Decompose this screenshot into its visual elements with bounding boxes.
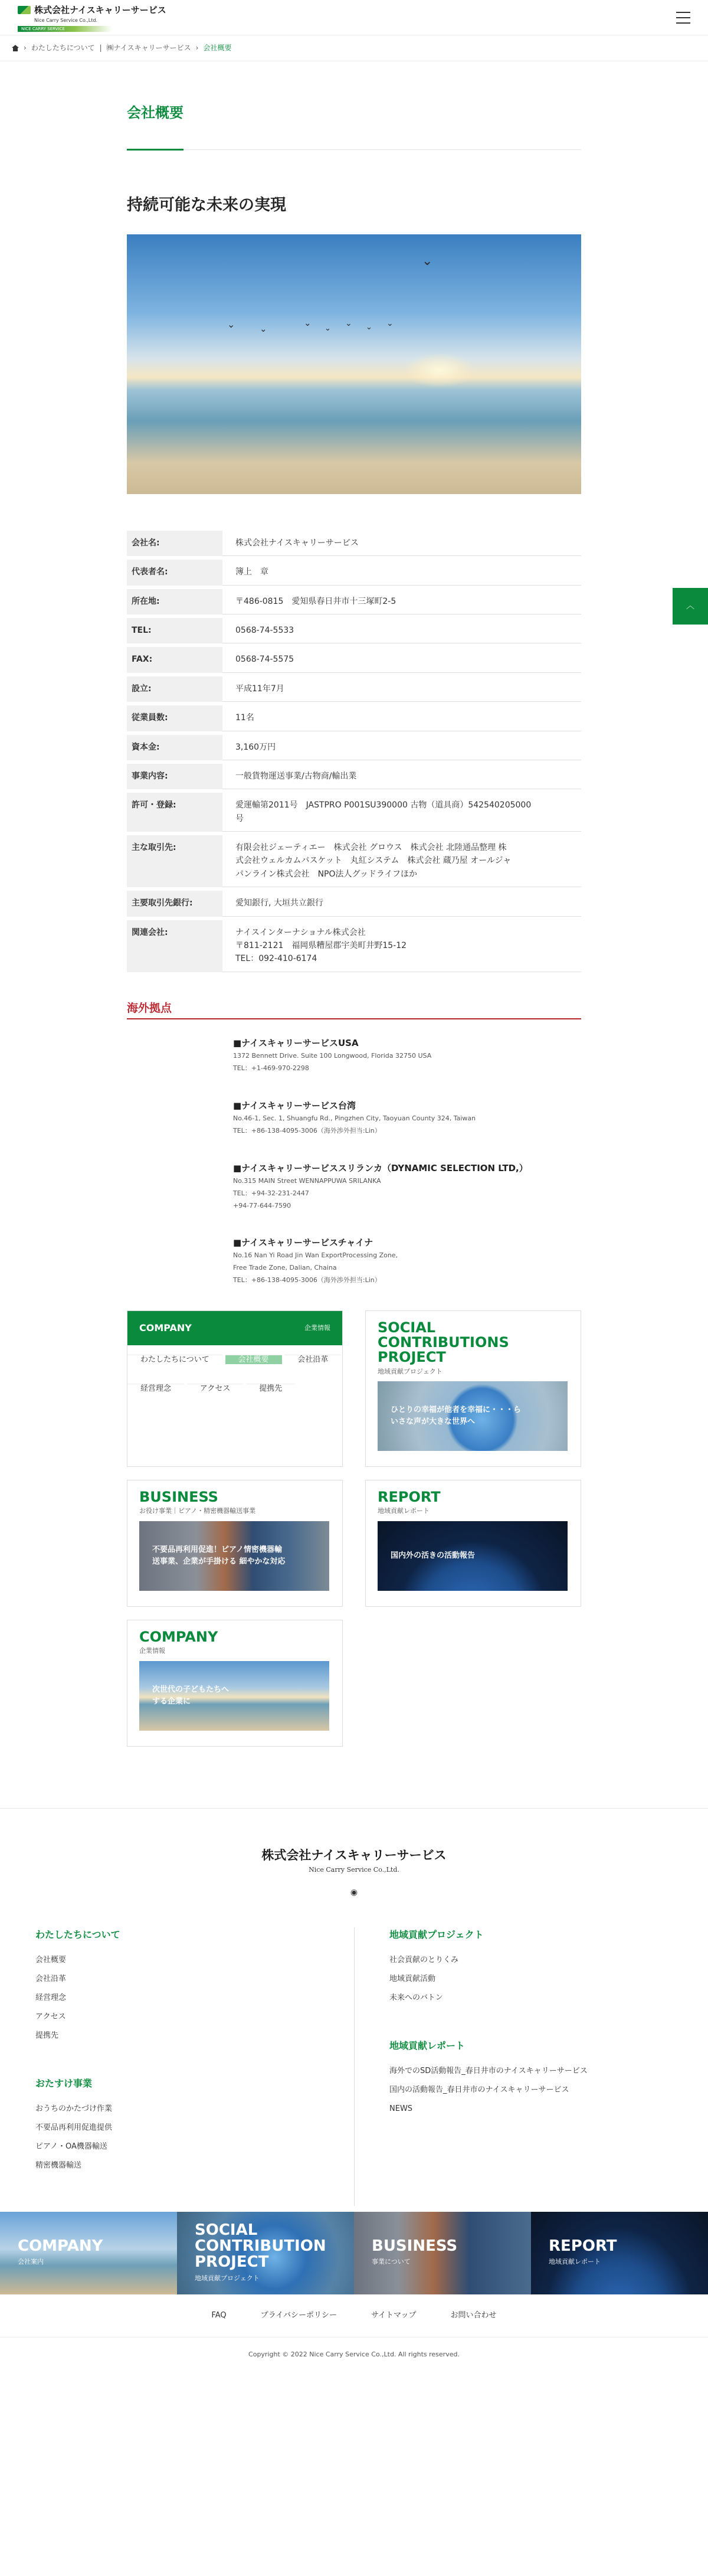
footer-logo-en: Nice Carry Service Co.,Ltd. [309,1866,399,1874]
card-overlay-text: ひとりの幸福が他者を幸福に・・・ら いさな声が大きな世界へ [391,1405,522,1427]
card-overlay-text: 次世代の子どもたちへ する企業に [152,1685,230,1706]
info-value-line: 号 [235,813,244,823]
office-detail: No.16 Nan Yi Road Jin Wan ExportProcessing Zone, [233,1251,398,1260]
footer-logo[interactable] [0,1809,708,1875]
overseas-office [233,1099,581,1137]
footer-group-title[interactable]: 地域貢献プロジェクト [389,1929,484,1941]
footer-banner-report[interactable] [531,2212,708,2294]
overseas-list [233,1036,581,1287]
office-name: ■ナイスキャリーサービスUSA [233,1038,359,1049]
info-row [127,647,581,672]
footer-link[interactable]: 会社概要 [35,1955,67,1964]
info-value [222,531,581,556]
footer-banner-business[interactable] [354,2212,531,2294]
info-label: 代表者名: [127,560,222,585]
info-label: 所在地: [127,589,222,614]
office-name: ■ナイスキャリーサービス台湾 [233,1100,356,1111]
info-label: 設立: [127,676,222,702]
office-name: ■ナイスキャリーサービススリランカ（DYNAMIC SELECTION LTD,） [233,1162,528,1173]
info-value [222,764,581,789]
logo-en: Nice Carry Service Co.,Ltd. [34,18,98,24]
home-icon[interactable] [12,45,19,51]
info-label: 許可・登録: [127,793,222,832]
office-detail: +94-77-644-7590 [233,1201,291,1209]
overseas-office [233,1235,581,1287]
banner-title: SOCIAL CONTRIBUTION PROJECT [195,2221,326,2271]
logo-mark-icon [18,6,31,14]
earth-image [378,1521,568,1591]
info-value-line: 愛運輸第2011号 JASTPRO P001SU390000 古物（道具商）542540205000 [235,800,532,810]
card-subtitle: 地域貢献レポート [378,1507,430,1515]
info-label: 従業員数: [127,705,222,731]
footer-group-title[interactable]: おたすけ事業 [35,2077,93,2089]
breadcrumb-item[interactable]: ㈱ナイスキャリーサービス [106,44,191,52]
footer-banner-company[interactable] [0,2212,177,2294]
overseas-office [233,1161,581,1212]
info-label: 主な取引先: [127,835,222,887]
footer-banner-row [0,2212,708,2294]
info-value-line: 株式会社ナイスキャリーサービス [235,538,359,548]
logo-main [18,3,177,17]
footer-link[interactable]: NEWS [389,2104,413,2113]
breadcrumb-item[interactable]: わたしたちについて [31,44,95,52]
company-menu-header [127,1311,342,1345]
info-value-line: TEL：092-410-6174 [235,954,317,964]
banner-title: COMPANY [18,2237,103,2255]
footer-link[interactable]: 地域貢献活動 [389,1974,436,1983]
logo-bar: NICE CARRY SERVICE [18,26,112,32]
info-row [127,891,581,916]
section-heading: 持続可能な未来の実現 [127,195,286,214]
breadcrumb-separator: › [24,44,27,52]
footer-link[interactable]: ピアノ・OA機器輸送 [35,2142,107,2151]
bird-icon: ⌄ [260,323,267,334]
globe-image [378,1381,568,1451]
report-card[interactable] [365,1480,581,1607]
info-value [222,676,581,702]
info-row [127,560,581,585]
info-value-line: 11名 [235,713,254,723]
office-detail: 1372 Bennett Drive. Suite 100 Longwood, Florida 32750 USA [233,1052,432,1060]
bird-icon: ⌄ [386,318,394,328]
breadcrumb-current: 会社概要 [203,44,232,52]
footer-link-contact[interactable]: お問い合わせ [450,2310,497,2320]
bird-icon: ⌄ [345,318,352,328]
card-overlay-text: 不要品再利用促進！ピアノ情密機器輸 送事業、企業が手掛ける 細やかな対応 [152,1545,286,1567]
overseas-title: 海外拠点 [127,999,581,1019]
info-label: 主要取引先銀行: [127,891,222,916]
info-value [222,618,581,643]
footer-link[interactable]: 社会貢献のとりくみ [389,1955,459,1964]
rss-icon[interactable]: ◉ [350,1888,358,1897]
info-row [127,793,581,832]
footer-link[interactable]: おうちのかたづけ作業 [35,2104,113,2113]
sun-glow [404,352,475,388]
company-menu-item-partners[interactable]: 提携先 [246,1384,295,1393]
footer-link[interactable]: 海外でのSD活動報告_春日井市のナイスキャリーサービス [389,2066,588,2075]
bird-icon: ⌄ [304,317,312,328]
footer-group-title[interactable]: わたしたちについて [35,1929,120,1941]
info-row [127,618,581,643]
footer-link[interactable]: 精密機器輸送 [35,2160,82,2170]
footer-col-right [354,1927,673,2205]
footer-col-left [35,1927,354,2205]
site-footer [0,1808,708,2374]
card-subtitle: 地域貢献プロジェクト [378,1367,442,1375]
company-menu-subtitle: 企業情報 [304,1324,330,1332]
info-value-line[interactable]: ナイスインターナショナル株式会社 [235,927,366,937]
footer-link[interactable]: 会社沿革 [35,1974,67,1983]
footer-link-group [35,1927,354,2045]
office-name: ■ナイスキャリーサービスチャイナ [233,1237,373,1248]
company-menu-item-access[interactable]: アクセス [187,1384,244,1393]
footer-link[interactable]: 未来へのバトン [389,1993,443,2002]
info-value [222,920,581,972]
hero-beach-image [127,234,581,494]
main-content [127,102,581,1747]
office-detail: Free Trade Zone, Dalian, Chaina [233,1264,337,1272]
info-row [127,531,581,556]
office-detail: TEL：+86-138-4095-3006（海外渉外担当:Lin） [233,1276,381,1284]
company-menu-item-about[interactable]: わたしたちについて [127,1355,222,1364]
info-value [222,835,581,887]
info-value [222,647,581,672]
banner-subtitle: 事業について [372,2258,411,2266]
info-value-line: 一般貨物運送事業/古物商/輸出業 [235,771,357,781]
site-logo[interactable] [18,3,177,32]
company-menu-item-profile[interactable]: 会社概要 [225,1355,282,1364]
info-label: 事業内容: [127,764,222,789]
info-row [127,920,581,972]
info-value-line: 3,160万円 [235,742,276,752]
footer-columns [35,1927,673,2205]
info-value-line: 愛知銀行, 大垣共立銀行 [235,898,323,908]
card-title: REPORT [378,1489,441,1506]
banner-subtitle: 地域貢献プロジェクト [195,2274,260,2282]
info-value-line: 〒486-0815 愛知県春日井市十三塚町2-5 [235,596,396,606]
company-info-table [127,527,581,976]
bird-icon: ⌄ [366,322,372,332]
office-detail: TEL：+1-469-970-2298 [233,1064,309,1073]
page-top-button[interactable]: ︿ [673,588,708,625]
nav-grid [127,1310,581,1747]
office-detail: No.315 MAIN Street WENNAPPUWA SRILANKA [233,1176,381,1185]
info-row [127,676,581,702]
footer-link-group [35,2076,354,2175]
info-value-line: 平成11年7月 [235,684,284,694]
info-row [127,735,581,760]
footer-banner-social[interactable] [177,2212,354,2294]
company-card[interactable] [127,1620,343,1747]
info-value [222,793,581,832]
footer-link-group [389,1927,673,2008]
info-row [127,589,581,614]
card-subtitle: 企業情報 [139,1647,165,1655]
info-value-line: 0568-74-5575 [235,655,294,665]
company-menu [127,1310,343,1467]
footer-link[interactable]: 提携先 [35,2031,59,2040]
page-title: 会社概要 [127,102,581,149]
info-value [222,589,581,614]
info-row [127,705,581,731]
info-value-line: 簿上 章 [235,567,268,577]
info-value-line: 有限会社ジェーティエー 株式会社 グロウス 株式会社 北陸通品整理 株 [235,843,507,853]
info-value [222,705,581,731]
info-label: 関連会社: [127,920,222,972]
card-title: COMPANY [139,1629,218,1646]
office-detail: TEL：+94-32-231-2447 [233,1189,309,1197]
bird-icon: ⌄ [227,318,235,330]
footer-link[interactable]: 不要品再利用促進提供 [35,2123,113,2132]
breadcrumb [0,35,708,61]
office-detail: No.46-1, Sec. 1, Shuangfu Rd., Pingzhen City, Taoyuan County 324, Taiwan [233,1114,476,1122]
footer-link-sitemap[interactable]: サイトマップ [371,2310,417,2320]
info-row [127,764,581,789]
office-detail: TEL：+86-138-4095-3006（海外渉外担当:Lin） [233,1126,381,1135]
banner-title: BUSINESS [372,2237,458,2255]
footer-link[interactable]: 経営理念 [35,1993,67,2002]
footer-link[interactable]: アクセス [35,2012,66,2021]
site-header [0,0,708,35]
sea-image [139,1661,329,1731]
business-card[interactable] [127,1480,343,1607]
footer-link-privacy[interactable]: プライバシーポリシー [260,2310,337,2320]
info-label: 資本金: [127,735,222,760]
bird-icon: ⌄ [324,323,331,333]
info-value [222,560,581,585]
hamburger-menu-icon[interactable] [676,12,690,24]
overseas-office [233,1036,581,1075]
info-value [222,735,581,760]
company-menu-title: COMPANY [139,1322,192,1334]
card-overlay-text: 国内外の活きの活動報告 [391,1551,476,1560]
breadcrumb-separator: | [99,44,102,52]
info-value-line: 0568-74-5533 [235,625,294,635]
copyright: Copyright © 2022 Nice Carry Service Co.,Ltd. All rights reserved. [0,2337,708,2374]
breadcrumb-separator: › [195,44,199,52]
info-label: TEL: [127,618,222,643]
bird-icon: ⌄ [422,253,433,269]
info-value-line: パンライン株式会社 NPO法人グッドライフほか [235,869,417,879]
footer-bottom-links [0,2294,708,2338]
card-subtitle: お役け事業｜ピアノ・精密機器輸送事業 [139,1507,256,1515]
info-value [222,891,581,916]
footer-group-title[interactable]: 地域貢献レポート [389,2039,466,2051]
banner-title: REPORT [549,2237,617,2255]
info-value-line: 式会社ウェルカムバスケット 丸紅システム 株式会社 蔵乃屋 オールジャ [235,856,512,866]
info-row [127,835,581,887]
info-label: 会社名: [127,531,222,556]
card-title: BUSINESS [139,1489,218,1506]
company-menu-item-history[interactable]: 会社沿革 [284,1355,341,1364]
footer-logo-text: 株式会社ナイスキャリーサービス [261,1847,447,1862]
banner-subtitle: 地域貢献レポート [549,2258,601,2266]
social-contribution-card[interactable] [365,1310,581,1467]
logo-text: 株式会社ナイスキャリーサービス [34,5,166,16]
footer-link-faq[interactable]: FAQ [211,2310,227,2320]
card-title: SOCIAL CONTRIBUTIONS PROJECT [378,1319,509,1366]
truck-image [139,1521,329,1591]
footer-link-group [389,2038,673,2119]
info-label: FAX: [127,647,222,672]
company-menu-item-philosophy[interactable]: 経営理念 [127,1384,184,1393]
footer-link[interactable]: 国内の活動報告_春日井市のナイスキャリーサービス [389,2085,569,2094]
banner-subtitle: 会社案内 [18,2258,44,2266]
info-value-line: 〒811-2121 福岡県糟屋郡宇美町井野15-12 [235,941,407,951]
